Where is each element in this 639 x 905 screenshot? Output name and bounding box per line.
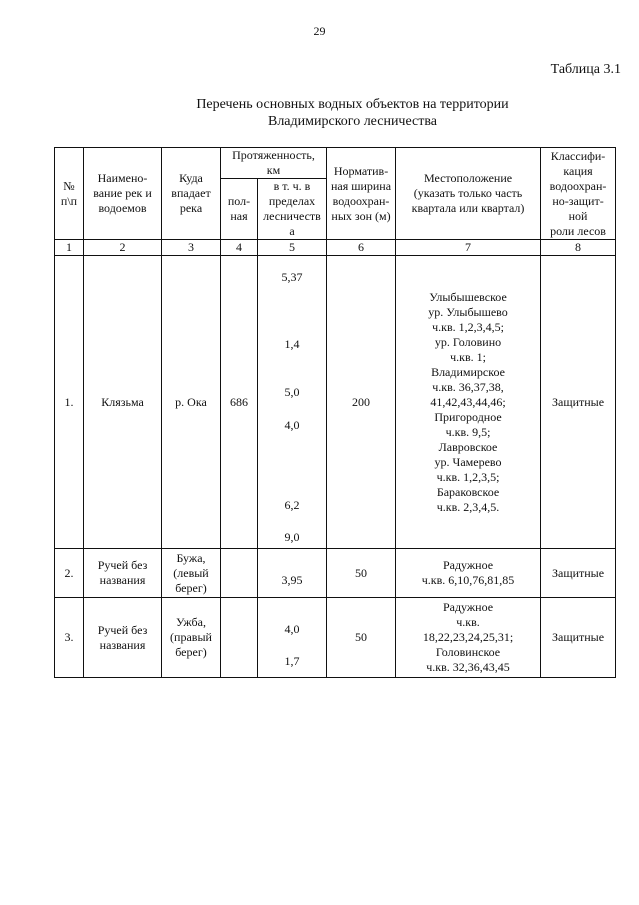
row-length-within xyxy=(258,256,327,549)
row-flows-into: Ужба, (правый берег) xyxy=(162,598,221,678)
row-zone-width: 200 xyxy=(327,256,396,549)
header-name: Наимено- вание рек и водоемов xyxy=(84,148,162,240)
table-label: Таблица 3.1 xyxy=(550,62,621,77)
header-flows-into: Куда впадает река xyxy=(162,148,221,240)
header-length-total: пол- ная xyxy=(221,179,258,240)
row-length-total xyxy=(221,549,258,598)
row-flows-into: Бужа, (левый берег) xyxy=(162,549,221,598)
header-length-within: в т. ч. в пределах лесничеств а xyxy=(258,179,327,240)
length-value: 1,4 xyxy=(284,337,300,351)
row-num: 2. xyxy=(55,549,84,598)
row-zone-width: 50 xyxy=(327,598,396,678)
table-row xyxy=(55,598,616,678)
row-name: Ручей без названия xyxy=(84,549,162,598)
row-location: Радужное ч.кв. 18,22,23,24,25,31; Головинское ч.кв. 32,36,43,45 xyxy=(396,598,541,678)
column-number: 7 xyxy=(396,240,541,256)
header-length: Протяженность, км xyxy=(221,148,327,179)
row-classification: Защитные xyxy=(541,598,616,678)
table-row xyxy=(55,256,616,549)
row-length-within xyxy=(258,598,327,678)
row-zone-width: 50 xyxy=(327,549,396,598)
column-number: 6 xyxy=(327,240,396,256)
length-value: 3,95 xyxy=(281,573,303,587)
header-location: Местоположение (указать только часть квартала или квартал) xyxy=(396,148,541,240)
column-number: 4 xyxy=(221,240,258,256)
header-zone-width: Норматив- ная ширина водоохран- ных зон (м) xyxy=(327,148,396,240)
row-length-total: 686 xyxy=(221,256,258,549)
row-classification: Защитные xyxy=(541,256,616,549)
column-number: 3 xyxy=(162,240,221,256)
column-number: 8 xyxy=(541,240,616,256)
water-bodies-table xyxy=(54,147,616,678)
row-num: 1. xyxy=(55,256,84,549)
document-title xyxy=(0,96,639,130)
length-value: 5,0 xyxy=(284,385,300,399)
row-name: Клязьма xyxy=(84,256,162,549)
row-name: Ручей без названия xyxy=(84,598,162,678)
length-value: 9,0 xyxy=(284,530,300,544)
table-row xyxy=(55,549,616,598)
column-number: 1 xyxy=(55,240,84,256)
row-flows-into: р. Ока xyxy=(162,256,221,549)
header-num: № п\п xyxy=(55,148,84,240)
header-row xyxy=(55,148,616,179)
title-line: Владимирского лесничества xyxy=(267,114,438,129)
row-num: 3. xyxy=(55,598,84,678)
row-location: Радужное ч.кв. 6,10,76,81,85 xyxy=(396,549,541,598)
row-length-total xyxy=(221,598,258,678)
length-value: 4,0 xyxy=(284,418,300,432)
row-classification: Защитные xyxy=(541,549,616,598)
column-numbers-row xyxy=(55,240,616,256)
title-line: Перечень основных водных объектов на территории xyxy=(196,97,509,112)
length-value: 6,2 xyxy=(284,498,300,512)
length-value: 5,37 xyxy=(281,270,303,284)
row-length-within xyxy=(258,549,327,598)
row-location: Улыбышевское ур. Улыбышево ч.кв. 1,2,3,4,5; ур. Головино ч.кв. 1; Владимирское ч.кв. 36,37,38, 41,42,43,44,46; Пригородное ч.кв. 9,5; Лавровское ур. Чамерево ч.кв. 1,2,3,5; Бараковское ч.кв. 2,3,4,5. xyxy=(396,256,541,549)
header-classification: Классифи- кация водоохран- но-защит- ной роли лесов xyxy=(541,148,616,240)
length-value: 4,0 xyxy=(284,622,300,636)
column-number: 2 xyxy=(84,240,162,256)
length-value: 1,7 xyxy=(284,654,300,668)
column-number: 5 xyxy=(258,240,327,256)
page-number: 29 xyxy=(313,24,326,38)
